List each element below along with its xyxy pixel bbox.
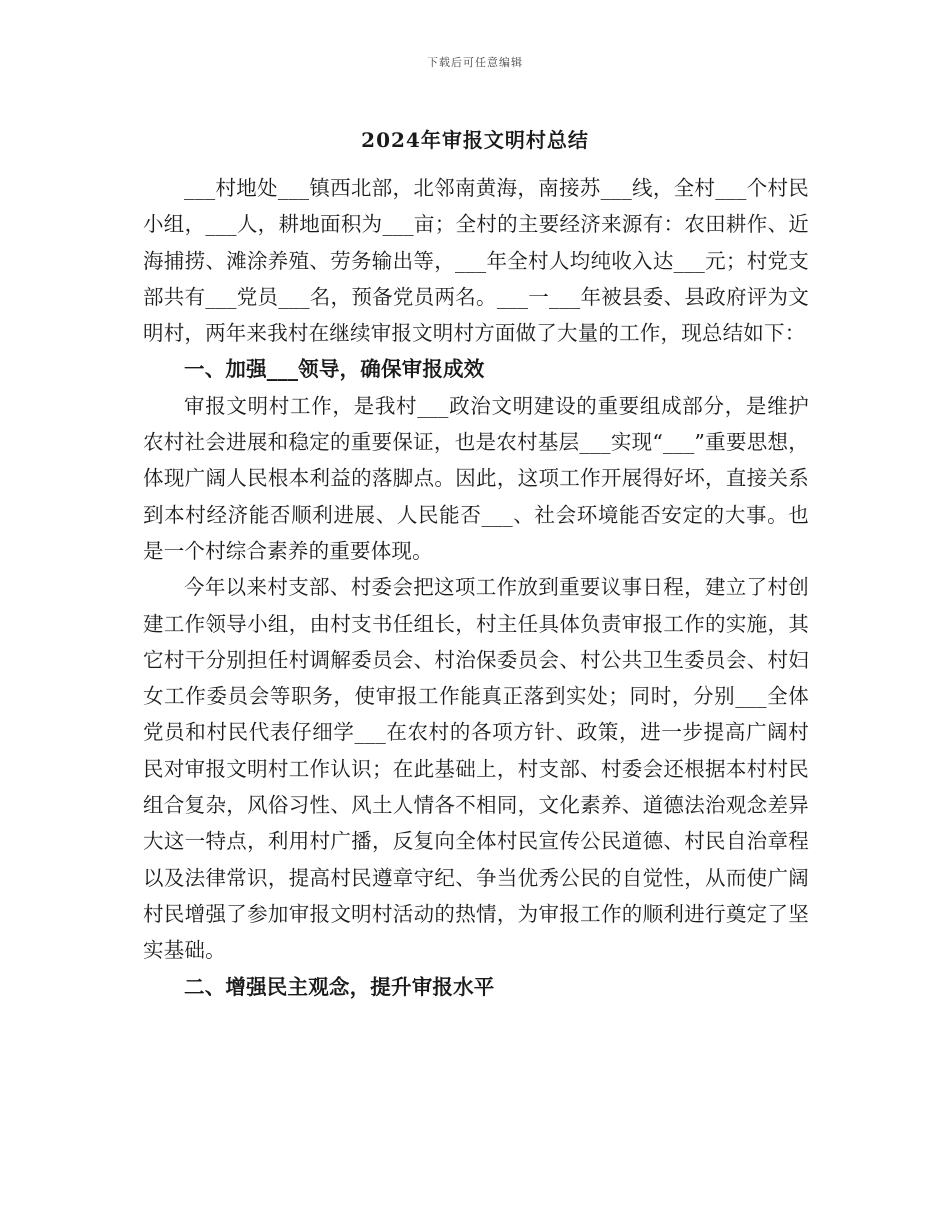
section-1-paragraph-2: 今年以来村支部、村委会把这项工作放到重要议事日程，建立了村创建工作领导小组，由村支书任组长，村主任具体负责审报工作的实施，其它村干分别担任村调解委员会、村治保委员会、村公共卫生委员会、村妇女工作委员会等职务，使审报工作能真正落到实处；同时，分别___全体党员和村民代表仔细学___在农村的各项方针、政策，进一步提高广阔村民对审报文明村工作认识；在此基础上，村支部、村委会还根据本村村民组合复杂，风俗习性、风土人情各不相同，文化素养、道德法治观念差异大这一特点，利用村广播，反复向全体村民宣传公民道德、村民自治章程以及法律常识，提高村民遵章守纪、争当优秀公民的自觉性，从而使广阔村民增强了参加审报文明村活动的热情，为审报工作的顺利进行奠定了坚实基础。	[143, 575, 809, 963]
section-heading-2: 二、增强民主观念，提升审报水平	[184, 974, 495, 999]
section-heading-1: 一、加强___领导，确保审报成效	[184, 357, 485, 382]
document-body	[143, 170, 809, 1005]
document-title: 2024年审报文明村总结	[361, 128, 589, 152]
section-1-paragraph-1: 审报文明村工作，是我村___政治文明建设的重要组成部分，是维护农村社会进展和稳定的重要保证，也是农村基层___实现“___”重要思想，体现广阔人民根本利益的落脚点。因此，这项工作开展得好坏，直接关系到本村经济能否顺利进展、人民能否___、社会环境能否安定的大事。也是一个村综合素养的重要体现。	[143, 393, 809, 563]
intro-paragraph: ___村地处___镇西北部，北邻南黄海，南接苏___线，全村___个村民小组，___人，耕地面积为___亩；全村的主要经济来源有：农田耕作、近海捕捞、滩涂养殖、劳务输出等，___年全村人均纯收入达___元；村党支部共有___党员___名，预备党员两名。___一___年被县委、县政府评为文明村，两年来我村在继续审报文明村方面做了大量的工作，现总结如下：	[143, 176, 809, 346]
running-header: 下载后可任意编辑	[427, 56, 523, 69]
